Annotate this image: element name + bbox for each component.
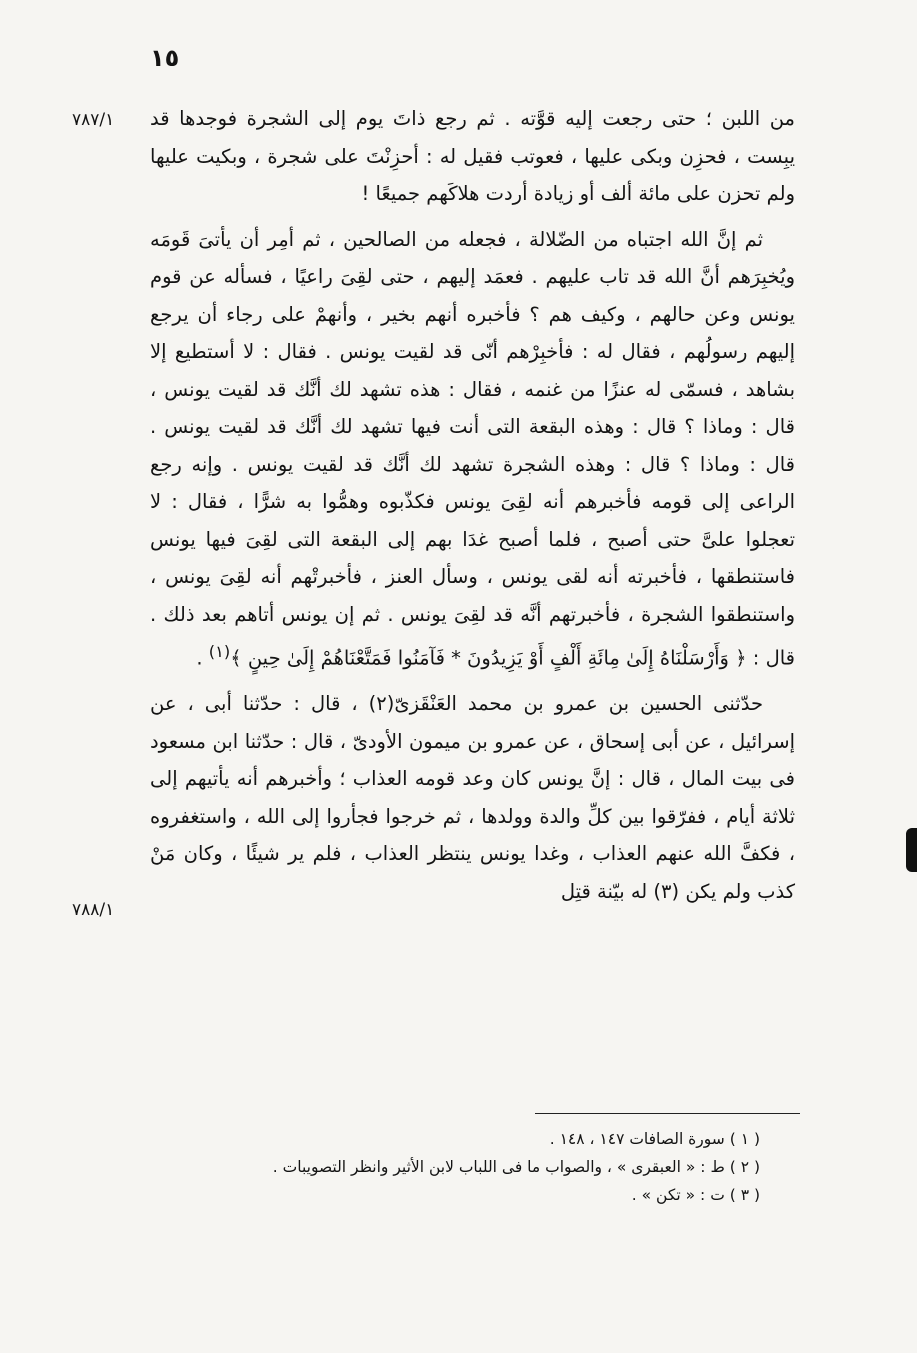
- main-text: [150, 100, 795, 910]
- paragraph: حدّثنى الحسين بن عمرو بن محمد العَنْقَزىّ(٢) ، قال : حدّثنا أبى ، عن إسرائيل ، عن أبى إسحاق ، عن عمرو بن ميمون الأودىّ ، قال : حدّثنا ابن مسعود فى بيت المال ، قال : إنَّ يونس كان وعد قومه العذاب ؛ وأخبرهم أنه يأتيهم إلى ثلاثة أيام ، ففرّقوا بين كلِّ والدة وولدها ، ثم خرجوا فجأروا إلى الله ، واستغفروه ، فكفَّ الله عنهم العذاب ، وغدا يونس ينتظر العذاب ، فلم ير شيئًا ، وكان مَنْ كذب ولم يكن (٣) له بيّنة قتِل: [150, 692, 795, 903]
- margin-reference: ٧٨٧/١: [72, 110, 115, 130]
- footnotes: [200, 1125, 760, 1209]
- page-number: ١٥: [150, 44, 180, 72]
- footnote-marker: (١): [208, 642, 231, 661]
- binding-mark: [906, 828, 917, 872]
- paragraph: من اللبن ؛ حتى رجعت إليه قوَّته . ثم رجع ذاتَ يوم إلى الشجرة فوجدها قد يبِست ، فحزِن وبكى عليها ، فعوتب فقيل له : أحزِنْتَ على شجرة ، وبكيت عليها ولم تحزن على مائة ألف أو زيادة أردت هلاكَهم جميعًا !: [150, 107, 795, 205]
- footnote: ( ٣ ) ت : « تكن » .: [631, 1186, 760, 1204]
- margin-reference: ٧٨٨/١: [72, 900, 115, 920]
- footnote-divider: [535, 1113, 800, 1114]
- paragraph-text: ثم إنَّ الله اجتباه من الضّلالة ، فجعله من الصالحين ، ثم أمِر أن يأتىَ قَومَه ويُخبِرَهم أنَّ الله قد تاب عليهم . فعمَد إليهم ، حتى لقِىَ راعيًا ، فسأله عن قوم يونس وعن حالهم ، وكيف هم ؟ فأخبره أنهم بخير ، وأنهمْ على رجاء أن يرجع إليهم رسولُهم ، فقال له : فأخبِرْهم أنّى قد لقيت يونس . فقال : لا أستطيع إلا بشاهد ، فسمّى له عنزًا من غنمه ، فقال : هذه تشهد لك أنَّك قد لقيت يونس ، قال : وماذا ؟ قال : وهذه البقعة التى أنت فيها تشهد لك أنَّك قد لقيت يونس . قال : وماذا ؟ قال : وهذه الشجرة تشهد لك أنَّك قد لقيت يونس . وإنه رجع الراعى إلى قومه فأخبرهم أنه لقِىَ يونس فكذّبوه وهمُّوا به شرًّا ، فقال : لا تعجلوا علىَّ حتى أصبح ، فلما أصبح غدَا بهم إلى البقعة التى لقِىَ فيها يونس فاستنطقها ، فأخبرته أنه لقى يونس ، وسأل العنز ، فأخبرتْهم أنه لقِىَ يونس ، واستنطقوا الشجرة ، فأخبرتهم أنَّه قد لقِىَ يونس . ثم إن يونس أتاهم بعد ذلك . قال :: [150, 227, 795, 670]
- paragraph: ثم إنَّ الله اجتباه من الضّلالة ، فجعله من الصالحين ، ثم أمِر أن يأتىَ قَومَه ويُخبِرَهم أنَّ الله قد تاب عليهم . فعمَد إليهم ، حتى لقِىَ راعيًا ، فسأله عن قوم يونس وعن حالهم ، وكيف هم ؟ فأخبره أنهم بخير ، وأنهمْ على رجاء أن يرجع إليهم رسولُهم ، فقال له : فأخبِرْهم أنّى قد لقيت يونس . فقال : لا أستطيع إلا بشاهد ، فسمّى له عنزًا من غنمه ، فقال : هذه تشهد لك أنَّك قد لقيت يونس ، قال : وماذا ؟ قال : وهذه البقعة التى أنت فيها تشهد لك أنَّك قد لقيت يونس . قال : وماذا ؟ قال : وهذه الشجرة تشهد لك أنَّك قد لقيت يونس . وإنه رجع الراعى إلى قومه فأخبرهم أنه لقِىَ يونس فكذّبوه وهمُّوا به شرًّا ، فقال : لا تعجلوا علىَّ حتى أصبح ، فلما أصبح غدَا بهم إلى البقعة التى لقِىَ فيها يونس فاستنطقها ، فأخبرته أنه لقى يونس ، وسأل العنز ، فأخبرتْهم أنه لقِىَ يونس ، واستنطقوا الشجرة ، فأخبرتهم أنَّه قد لقِىَ يونس . ثم إن يونس أتاهم بعد ذلك . قال : ﴿ وَأَرْسَلْنَاهُ إِلَىٰ مِائَةِ أَلْفٍ أَوْ يَزِيدُونَ * فَآمَنُوا فَمَتَّعْنَاهُمْ إِلَىٰ حِينٍ ﴾$^{(١)}$ .: [150, 227, 795, 670]
- footnote: ( ٢ ) ط : « العبقرى » ، والصواب ما فى اللباب لابن الأثير وانظر التصويبات .: [272, 1158, 760, 1176]
- quran-verse: ﴿ وَأَرْسَلْنَاهُ إِلَىٰ مِائَةِ أَلْفٍ أَوْ يَزِيدُونَ * فَآمَنُوا فَمَتَّعْنَاهُمْ إِلَىٰ حِينٍ ﴾: [230, 646, 747, 670]
- footnote: ( ١ ) سورة الصافات ١٤٧ ، ١٤٨ .: [549, 1130, 760, 1148]
